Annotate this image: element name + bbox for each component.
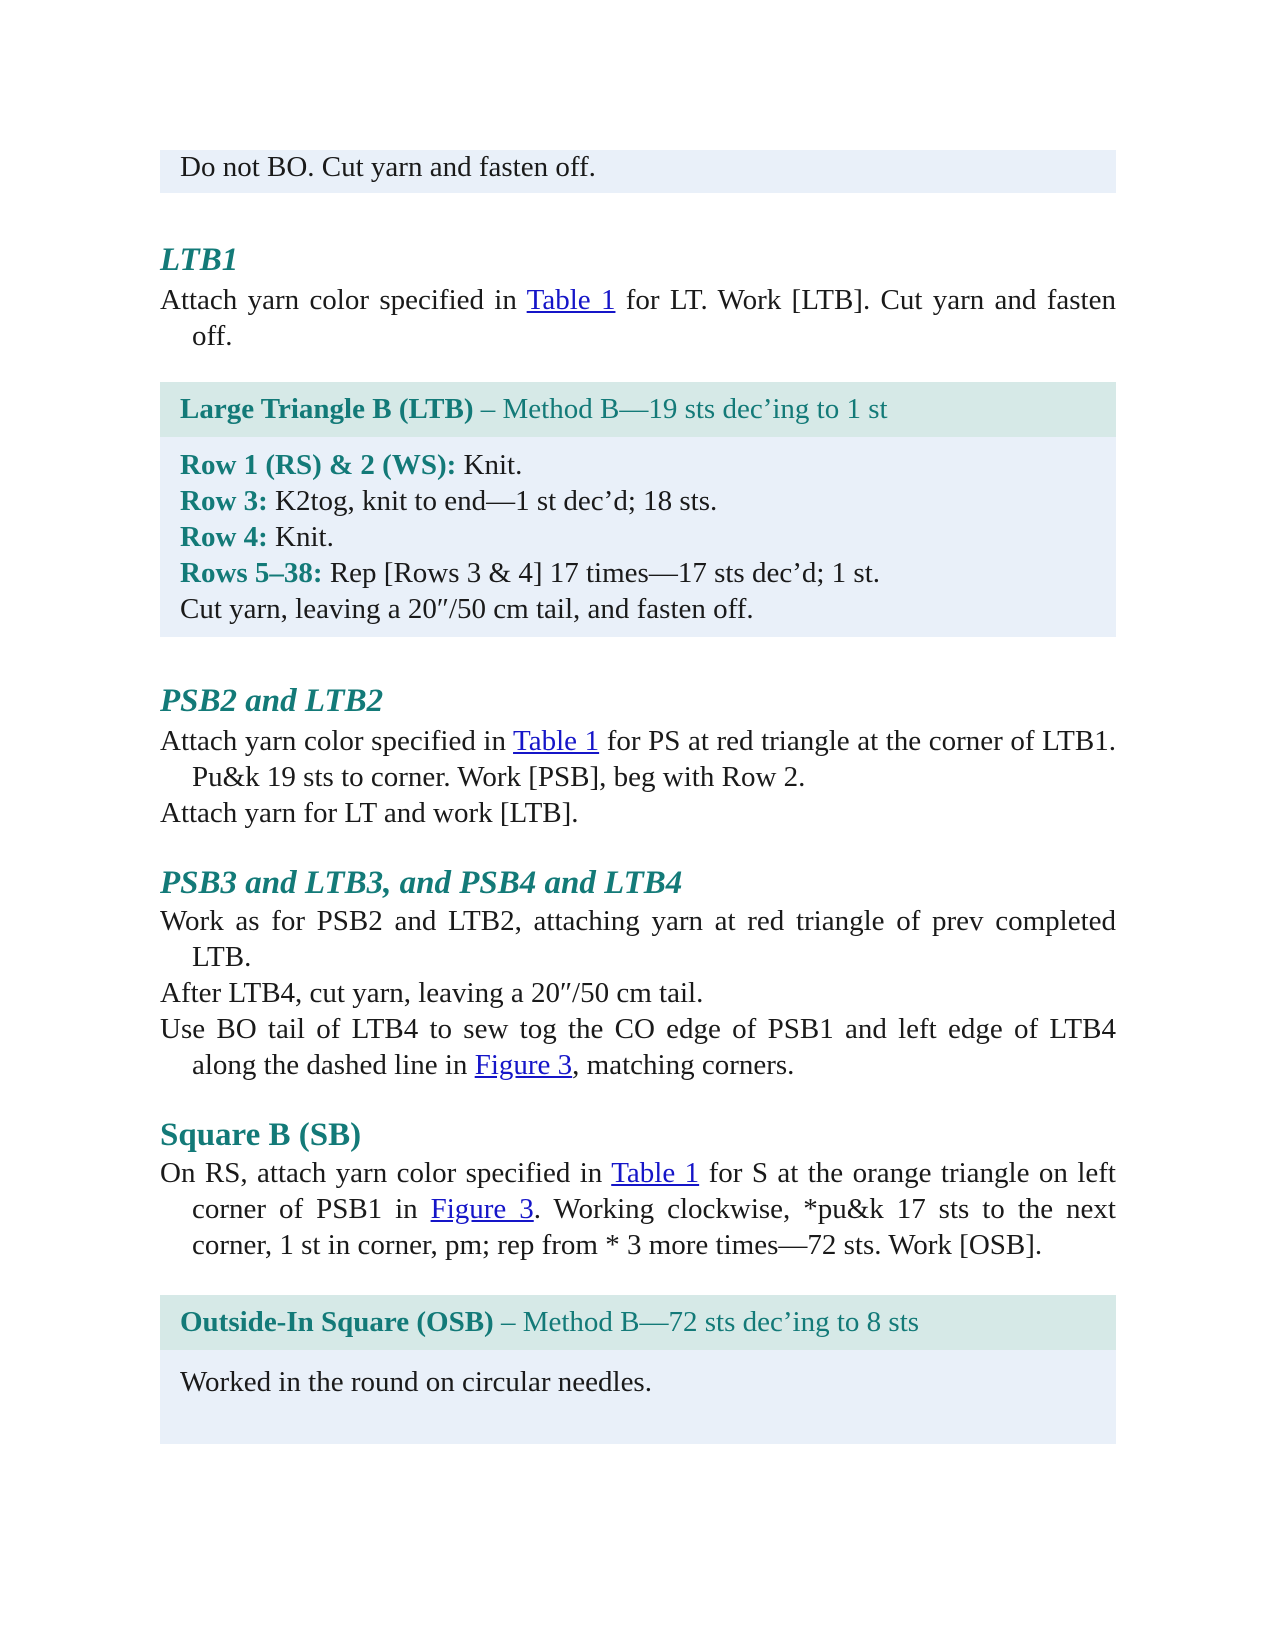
osb-box-subtitle: – Method B—72 sts dec’ing to 8 sts — [493, 1306, 920, 1338]
row-instruction: Row 3: K2tog, knit to end—1 st dec’d; 18 sts. — [180, 485, 718, 517]
row-instruction: Row 4: Knit. — [180, 521, 334, 553]
psb2-paragraph-2: Attach yarn for LT and work [LTB]. — [160, 797, 579, 829]
figure-3-link[interactable]: Figure 3 — [430, 1193, 534, 1225]
row-instruction: Row 1 (RS) & 2 (WS): Knit. — [180, 449, 523, 481]
ltb-instructions-box — [160, 382, 1116, 637]
final-instruction: Cut yarn, leaving a 20″/50 cm tail, and fasten off. — [180, 593, 754, 625]
psb3-paragraph: Work as for PSB2 and LTB2, attaching yarn at red triangle of prev completed LTB. — [160, 905, 1116, 973]
row-instruction: Rows 5–38: Rep [Rows 3 & 4] 17 times—17 sts dec’d; 1 st. — [180, 557, 881, 589]
table-1-link[interactable]: Table 1 — [526, 284, 616, 316]
section-heading-psb3: PSB3 and LTB3, and PSB4 and LTB4 — [160, 865, 683, 901]
ltb1-paragraph: Attach yarn color specified in Table 1 for LT. Work [LTB]. Cut yarn and fasten off. — [160, 284, 1116, 352]
ltb-box-body — [160, 437, 1116, 637]
sb-paragraph: On RS, attach yarn color specified in Table 1 for S at the orange triangle on left corner of PSB1 in Figure 3. Working clockwise, *pu&k 17 sts to the next corner, 1 st in corner, pm; rep from * 3 more times—72 sts. Work [OSB]. — [160, 1157, 1116, 1261]
osb-body-text: Worked in the round on circular needles. — [180, 1366, 652, 1398]
osb-instructions-box — [160, 1295, 1116, 1444]
continuation-text: Do not BO. Cut yarn and fasten off. — [180, 151, 596, 183]
document-page — [160, 150, 1116, 1444]
table-1-link[interactable]: Table 1 — [611, 1157, 700, 1189]
osb-box-title: Outside-In Square (OSB) — [180, 1306, 494, 1338]
section-heading-psb2: PSB2 and LTB2 — [160, 683, 384, 719]
figure-3-link[interactable]: Figure 3 — [474, 1049, 573, 1081]
osb-box-header — [160, 1295, 1116, 1350]
ltb-box-header — [160, 382, 1116, 437]
section-heading-ltb1: LTB1 — [160, 242, 239, 278]
ltb-box-title: Large Triangle B (LTB) — [180, 393, 474, 425]
osb-box-body — [160, 1350, 1116, 1444]
section-heading-sb: Square B (SB) — [160, 1117, 362, 1153]
continuation-box — [160, 150, 1116, 193]
ltb-box-subtitle: – Method B—19 sts dec’ing to 1 st — [473, 393, 888, 425]
psb2-paragraph: Attach yarn color specified in Table 1 for PS at red triangle at the corner of LTB1. Pu&k 19 sts to corner. Work [PSB], beg with Row 2. — [160, 725, 1116, 793]
psb3-paragraph-2: After LTB4, cut yarn, leaving a 20″/50 cm tail. — [160, 977, 704, 1009]
psb3-paragraph-3: Use BO tail of LTB4 to sew tog the CO edge of PSB1 and left edge of LTB4 along the dashed line in Figure 3, matching corners. — [160, 1013, 1116, 1081]
table-1-link[interactable]: Table 1 — [513, 725, 600, 757]
